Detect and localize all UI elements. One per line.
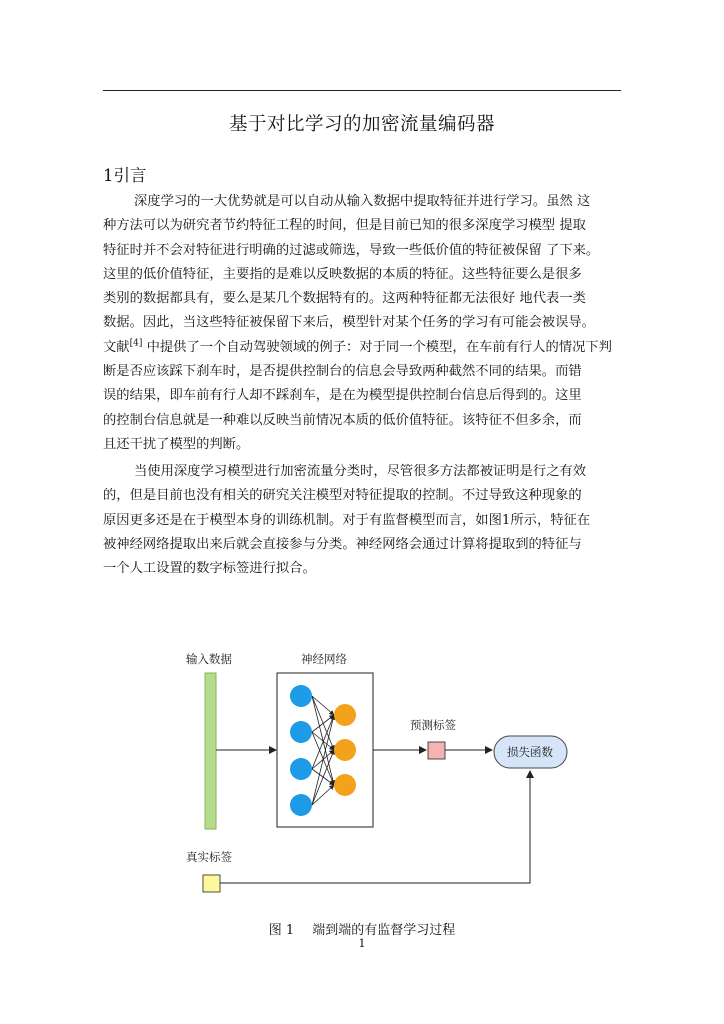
figure-1 [160,640,580,902]
caption-text: 端到端的有监督学习过程 [312,923,456,938]
loss-function-label: 损失函数 [507,745,553,759]
figure-diagram [160,640,580,902]
caption-number: 图 1 [268,923,295,938]
pred-label-box [428,742,445,759]
p1-line: 且还干扰了模型的判断。 [103,436,250,452]
figure-caption [0,919,724,938]
p1-line: 数据。因此，当这些特征被保留下来后，模型针对某个任务的学习有可能会被误导。 [103,315,595,331]
output-layer-node [334,739,356,761]
section-heading: 1引言 [103,166,147,185]
header-rule [103,90,621,91]
input-layer-node [290,685,312,707]
true-label-text: 真实标签 [186,850,232,864]
output-layer-node [334,774,356,796]
paper-title: 基于对比学习的加密流量编码器 [228,114,495,135]
page-number: 1 [358,937,366,950]
p1-line: 特征时并不会对特征进行明确的过滤或筛选，导致一些低价值的特征被保留 了下来。 [103,242,600,258]
input-data-label: 输入数据 [186,652,232,666]
p1-line: 中提供了一个自动驾驶领域的例子：对于同一个模型，在车前有行人的情况下判 [142,339,612,355]
p1-line: 误的结果，即车前有行人却不踩刹车，是在为模型提供控制台信息后得到的。这里 [103,388,582,404]
true-label-box [203,875,220,892]
network-label: 神经网络 [301,652,347,666]
p1-line: 类别的数据都具有，要么是某几个数据特有的。这两种特征都无法很好 地代表一类 [103,291,586,307]
p1-line: 种方法可以为研究者节约特征工程的时间，但是目前已知的很多深度学习模型 提取 [103,218,586,234]
input-layer-node [290,758,312,780]
output-layer-node [334,704,356,726]
p2-line: 当使用深度学习模型进行加密流量分类时，尽管很多方法都被证明是行之有效 [134,464,587,479]
p2-line: 一个人工设置的数字标签进行拟合。 [103,561,316,577]
p2-line: 被神经网络提取出来后就会直接参与分类。神经网络会通过计算将提取到的特征与 [103,536,582,552]
p1-line: 这里的低价值特征，主要指的是难以反映数据的本质的特征。这些特征要么是很多 [103,266,582,282]
p1-line: 断是否应该踩下刹车时，是否提供控制台的信息会导致两种截然不同的结果。而错 [103,364,582,380]
p2-line: 的，但是目前也没有相关的研究关注模型对特征提取的控制。不过导致这种现象的 [103,488,582,504]
input-data-bar [205,673,216,829]
input-layer-node [290,794,312,816]
p1-line: 深度学习的一大优势就是可以自动从输入数据中提取特征并进行学习。虽然 这 [134,194,591,209]
citation-ref[interactable]: [4] [129,338,143,349]
p2-line: 原因更多还是在于模型本身的训练机制。对于有监督模型而言，如图1所示，特征在 [103,512,591,528]
paragraph-2 [103,460,631,581]
citation-text: 文献 [103,339,130,355]
pred-label-text: 预测标签 [410,718,456,732]
p1-line: 的控制台信息就是一种难以反映当前情况本质的低价值特征。该特征不但多余，而 [103,412,582,428]
true-to-loss-arrow [220,771,530,883]
input-layer-node [290,721,312,743]
paragraph-1 [103,190,631,457]
